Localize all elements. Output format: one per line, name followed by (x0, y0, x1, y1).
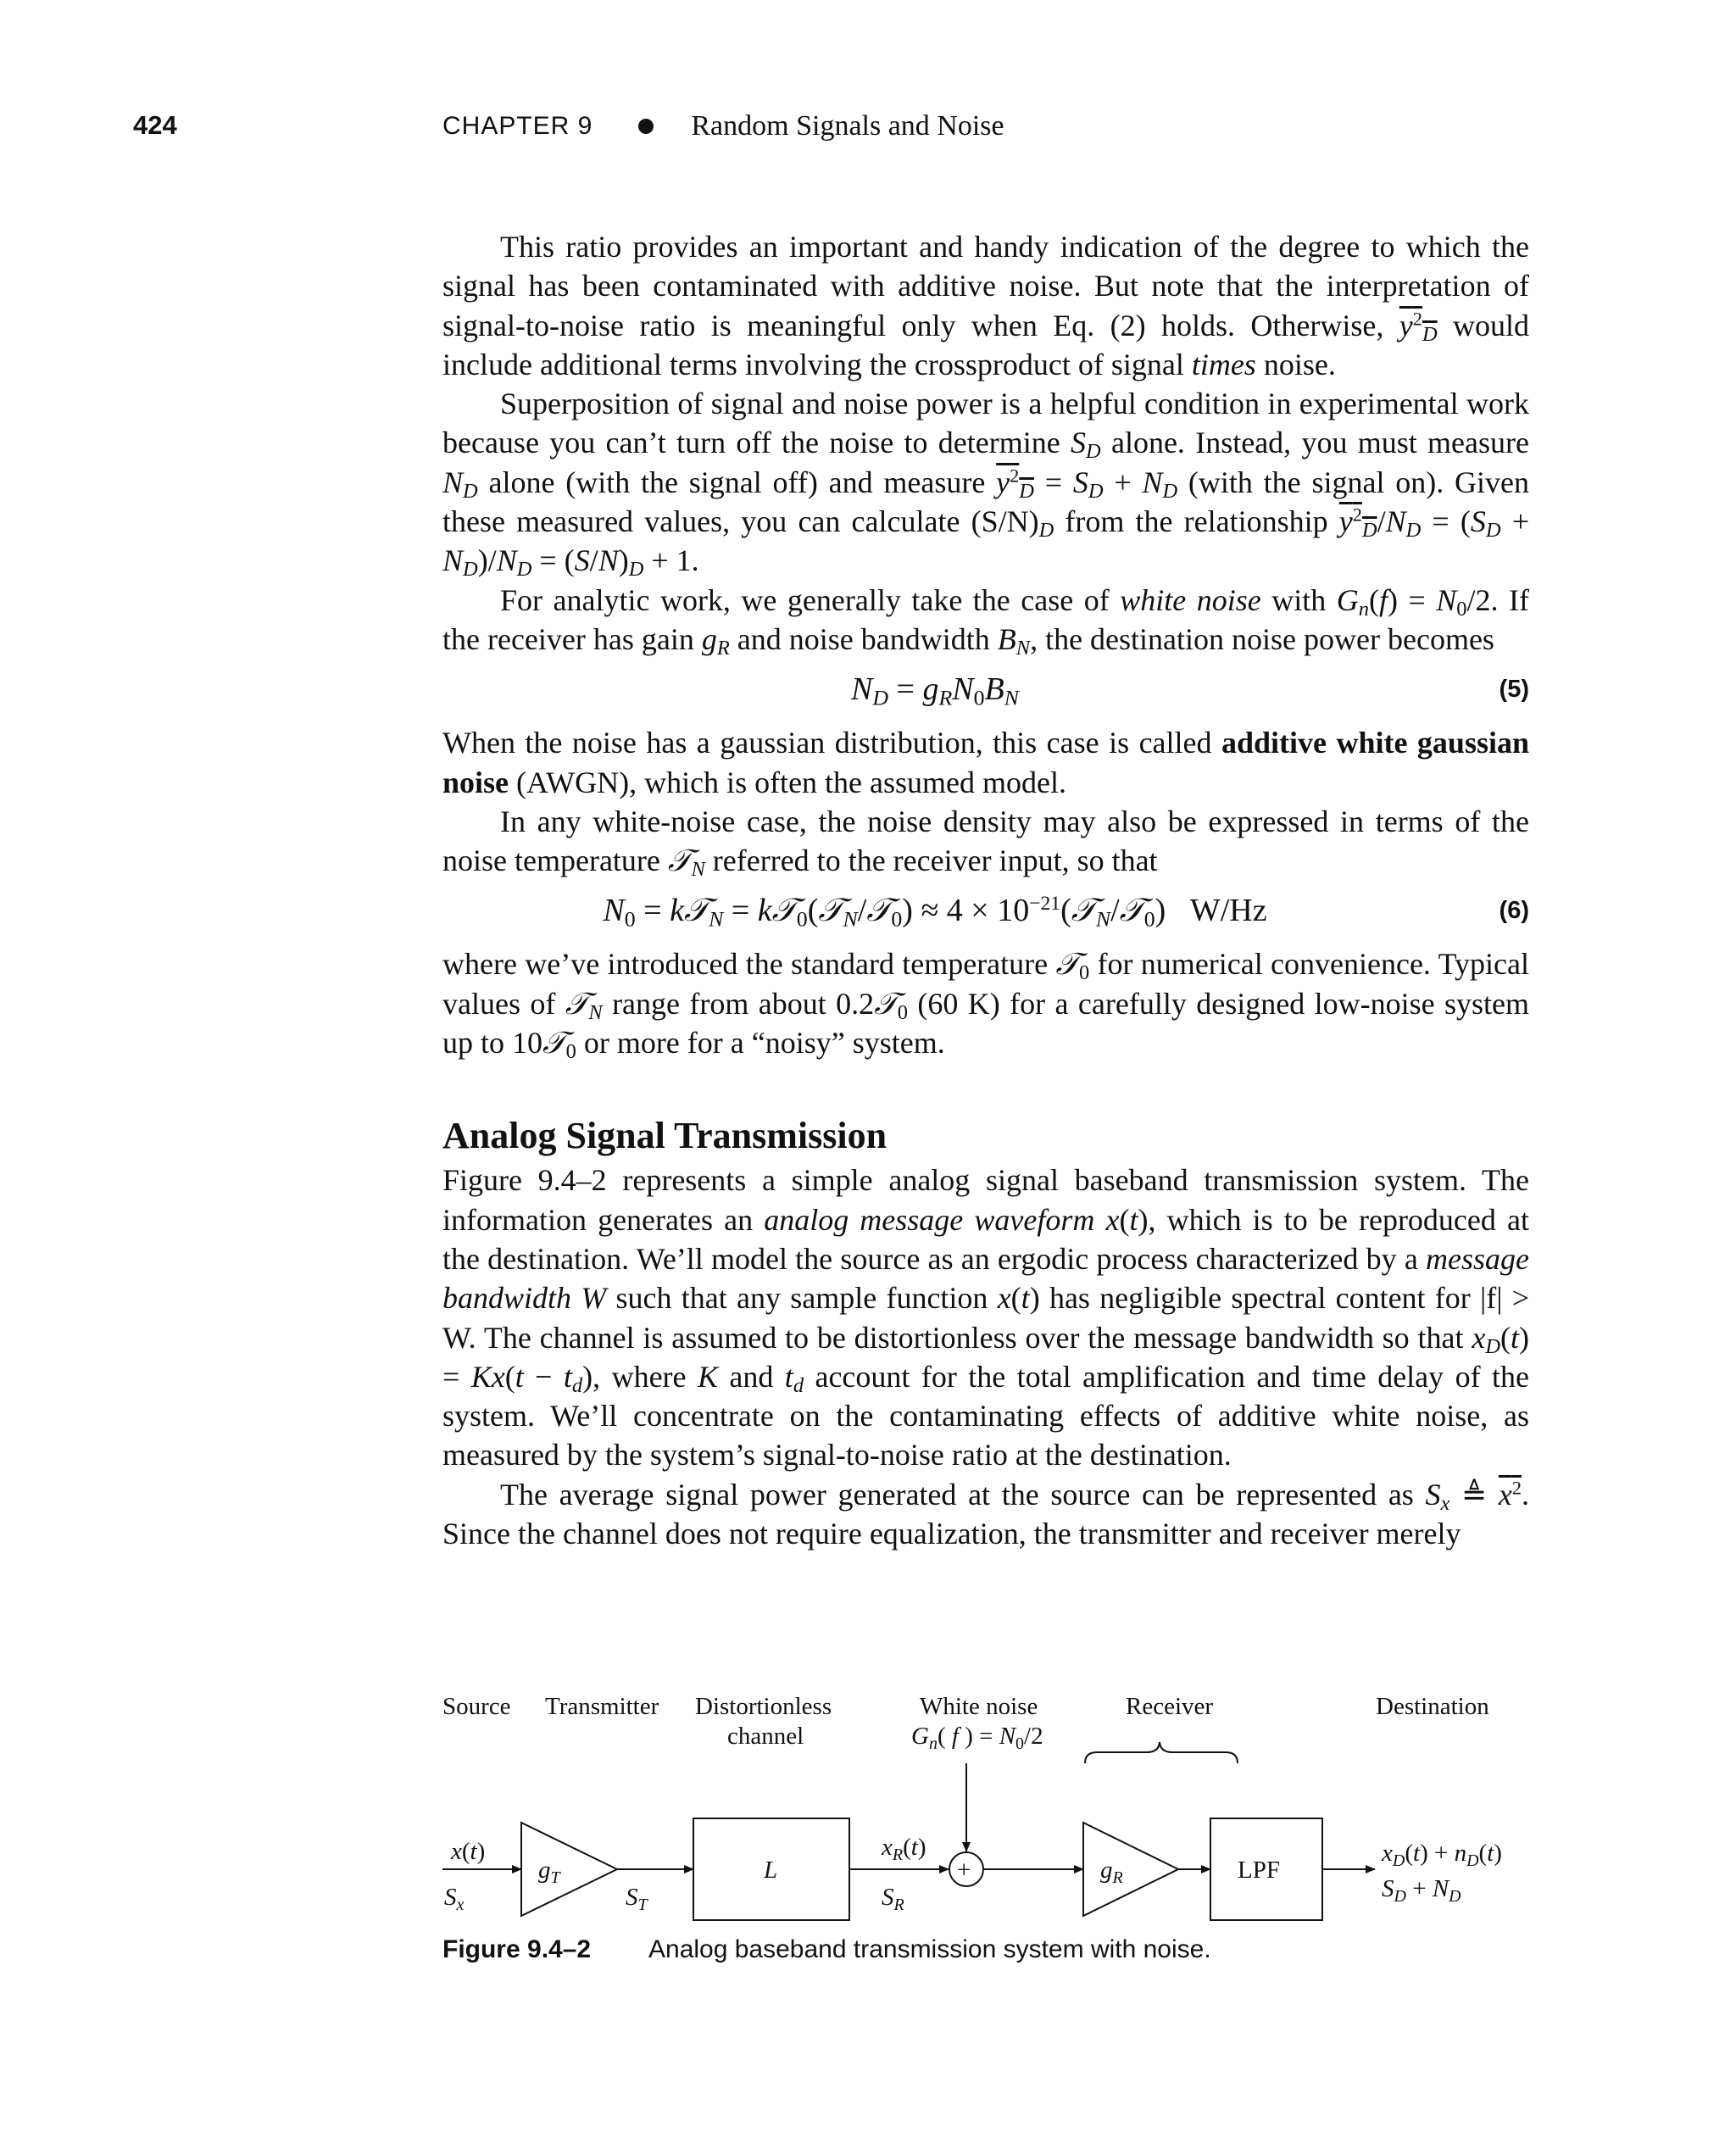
received-signal-label: $x_R(t)$ (882, 1834, 926, 1864)
destination-label: Destination (1376, 1693, 1489, 1720)
white-noise-label: White noise (920, 1693, 1038, 1720)
page-number: 424 (133, 110, 177, 140)
equation-number: (6) (1499, 897, 1529, 925)
receiver-brace (1085, 1742, 1238, 1763)
chapter-label: CHAPTER 9 (442, 112, 593, 140)
running-head (442, 110, 1004, 142)
caption-text: Analog baseband transmission system with noise. (648, 1935, 1211, 1963)
transmitter-amplifier (521, 1823, 617, 1916)
output-signal-label: $x_D(t) + n_D(t)$ (1382, 1840, 1502, 1870)
bullet-separator (638, 119, 654, 134)
received-power-label: $S_R$ (882, 1884, 904, 1914)
channel-label-2: channel (727, 1723, 804, 1750)
receiver-label: Receiver (1126, 1693, 1214, 1720)
plus-sign: + (957, 1857, 971, 1884)
channel-label-1: Distortionless (695, 1693, 832, 1720)
body-text (442, 227, 1529, 1553)
equation-6: $N_0$ = k𝒯$_N$ = k𝒯$_0$(𝒯$_N$/𝒯$_0$) ≈ $4 \times 10^{-21}(𝒯_N/𝒯_0)$ W/Hz (6) (603, 893, 1529, 932)
paragraph-5: In any white-noise case, the noise density may also be expressed in terms of the noise temperature 𝒯$_N$ referred to the receiver input, so that (442, 804, 1529, 882)
transmitter-gain-label: $g_T$ (538, 1857, 560, 1887)
paragraph-8: The average signal power generated at the source can be represented as $S_x$ ≜ $x^2$. Since the channel does not require equalization, the transmitter and receiver merely (442, 1477, 1529, 1551)
channel-loss-label: L (764, 1857, 778, 1884)
caption-label: Figure 9.4–2 (442, 1935, 592, 1963)
output-power-label: $S_D + N_D$ (1382, 1875, 1461, 1906)
noise-psd-label: $G_n$( f ) = $N_0/2$ (911, 1723, 1043, 1753)
input-power-label: $S_x$ (444, 1884, 465, 1914)
paragraph-2: Superposition of signal and noise power is a helpful condition in experimental work because you can’t turn off the noise to determine $S_D$ alone. Instead, you must measure $N_D$ alone (with the signal off) and measure $y^2_D = S_D + N_D$ (with the signal on). Given these measured values, you can calculate $(S/N)_D$ from the relationship $y^2_D/N_D = (S_D + N_D)/N_D = (S/N)_D + 1$. (442, 387, 1529, 582)
equation-number: (5) (1499, 676, 1529, 704)
input-signal-label: x(t) (451, 1838, 486, 1865)
figure-caption (442, 1935, 1211, 1964)
receiver-amplifier (1083, 1823, 1178, 1916)
paragraph-3: For analytic work, we generally take the case of white noise with $G_n(f) = N_0/2$. If the receiver has gain $g_R$ and noise bandwidth $B_N$, the destination noise power becomes (442, 582, 1529, 660)
receiver-gain-label: $g_R$ (1100, 1857, 1123, 1887)
paragraph-4: When the noise has a gaussian distribution, this case is called additive white gaussian noise (AWGN), which is often the assumed model. (442, 726, 1529, 799)
transmitter-label: Transmitter (545, 1693, 659, 1720)
paragraph-6: where we’ve introduced the standard temperature 𝒯$_0$ for numerical convenience. Typical values of 𝒯$_N$ range from about 0.2𝒯$_0$ (60 K) for a carefully designed low-noise system up to 10𝒯$_0$ or more for a “noisy” system. (442, 947, 1530, 1064)
transmit-power-label: $S_T$ (626, 1884, 648, 1914)
paragraph-7: Figure 9.4–2 represents a simple analog signal baseband transmission system. The information generates an analog message waveform x(t), which is to be reproduced at the destination. We’ll model the source as an ergodic process characterized by a message bandwidth W such that any sample function x(t) has negligible spectral content for |f| > W. The channel is assumed to be distortionless over the message bandwidth so that $x_D(t) = Kx(t - t_d)$, where K and $t_d$ account for the total amplification and time delay of the system. We’ll concentrate on the contaminating effects of additive white noise, as measured by the system’s signal-to-noise ratio at the destination. (442, 1163, 1529, 1473)
equation-5: $N_D = g_RN_0B_N$ (5) (851, 671, 1529, 710)
source-label: Source (442, 1693, 511, 1720)
lpf-label: LPF (1238, 1857, 1280, 1884)
paragraph-1: This ratio provides an important and handy indication of the degree to which the signal has been contaminated with additive noise. But note that the interpretation of signal-to-noise ratio is meaningful only when Eq. (2) holds. Otherwise, $y^2_D$ would include additional terms involving the crossproduct of signal times noise. (442, 230, 1530, 381)
column-labels (442, 1693, 1489, 1753)
section-heading: Analog Signal Transmission (442, 1115, 887, 1157)
chapter-title: Random Signals and Noise (691, 110, 1004, 142)
